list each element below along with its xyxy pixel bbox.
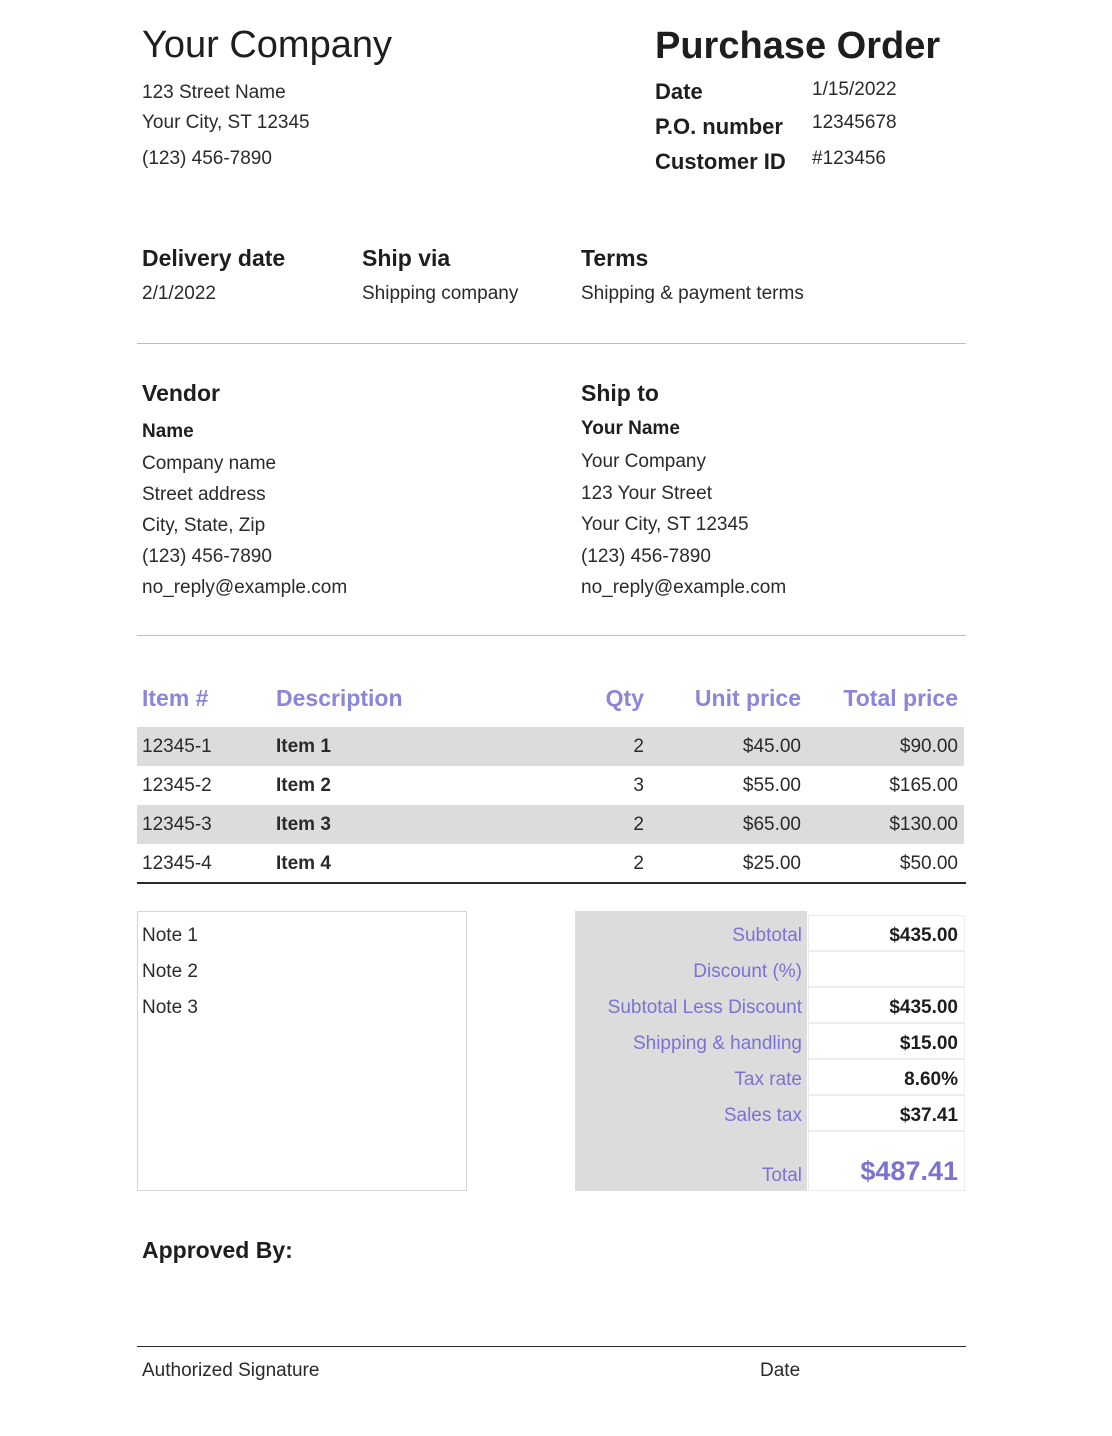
cell-item: 12345-4 [142, 853, 212, 874]
subtotal-label: Subtotal [732, 925, 802, 946]
note-item: Note 1 [142, 925, 198, 946]
table-row [137, 805, 964, 844]
company-phone: (123) 456-7890 [142, 148, 272, 169]
sales-tax-value: $37.41 [899, 1105, 958, 1126]
subtotal-value: $435.00 [889, 925, 958, 946]
terms-label: Terms [581, 245, 649, 271]
shipping-handling-label: Shipping & handling [632, 1033, 802, 1054]
cell-unit-price: $65.00 [742, 814, 801, 835]
customer-id-label: Customer ID [655, 149, 786, 174]
table-bottom-rule [137, 882, 966, 884]
cell-description: Item 2 [276, 775, 331, 796]
ship-to-city: Your City, ST 12345 [581, 514, 749, 535]
cell-qty: 2 [633, 814, 644, 835]
ship-to-company: Your Company [581, 451, 706, 472]
divider [137, 635, 966, 636]
cell-total-price: $165.00 [889, 775, 958, 796]
col-header-description: Description [276, 685, 403, 711]
cell-description: Item 1 [276, 736, 331, 757]
subtotal-less-discount-value: $435.00 [889, 997, 958, 1018]
cell-item: 12345-1 [142, 736, 212, 757]
cell-total-price: $130.00 [889, 814, 958, 835]
company-street: 123 Street Name [142, 82, 286, 103]
delivery-date-value: 2/1/2022 [142, 283, 216, 304]
customer-id-value: #123456 [812, 148, 886, 169]
vendor-street: Street address [142, 484, 266, 505]
vendor-company: Company name [142, 453, 277, 474]
cell-qty: 3 [633, 775, 644, 796]
cell-unit-price: $25.00 [742, 853, 801, 874]
col-header-unit-price: Unit price [694, 685, 801, 711]
company-name: Your Company [142, 24, 392, 66]
divider [137, 343, 966, 344]
discount-cell[interactable] [808, 951, 965, 987]
ship-via-label: Ship via [362, 245, 451, 271]
shipping-handling-value: $15.00 [899, 1033, 958, 1054]
po-date-value: 1/15/2022 [812, 79, 897, 100]
signature-line[interactable] [137, 1346, 966, 1347]
ship-to-phone: (123) 456-7890 [581, 546, 711, 567]
cell-qty: 2 [633, 736, 644, 757]
col-header-qty: Qty [605, 685, 644, 711]
tax-rate-value: 8.60% [904, 1069, 958, 1090]
total-label: Total [761, 1165, 802, 1186]
ship-to-heading: Ship to [581, 380, 659, 406]
cell-item: 12345-2 [142, 775, 212, 796]
cell-qty: 2 [633, 853, 644, 874]
ship-to-street: 123 Your Street [581, 483, 712, 504]
cell-unit-price: $55.00 [742, 775, 801, 796]
cell-description: Item 3 [276, 814, 331, 835]
signature-date-label: Date [760, 1360, 801, 1381]
terms-value: Shipping & payment terms [581, 283, 804, 304]
company-city: Your City, ST 12345 [142, 112, 310, 133]
discount-label: Discount (%) [693, 961, 802, 982]
table-row [137, 844, 964, 883]
vendor-city: City, State, Zip [142, 515, 266, 536]
cell-item: 12345-3 [142, 814, 212, 835]
po-number-label: P.O. number [655, 114, 783, 139]
cell-total-price: $50.00 [899, 853, 958, 874]
vendor-email: no_reply@example.com [142, 577, 348, 598]
sales-tax-label: Sales tax [723, 1105, 802, 1126]
cell-total-price: $90.00 [899, 736, 958, 757]
note-item: Note 3 [142, 997, 198, 1018]
col-header-item: Item # [142, 685, 209, 711]
vendor-phone: (123) 456-7890 [142, 546, 272, 567]
cell-description: Item 4 [276, 853, 331, 874]
po-number-value: 12345678 [812, 112, 897, 133]
ship-via-value: Shipping company [362, 283, 519, 304]
vendor-heading: Vendor [142, 380, 220, 406]
approved-by-heading: Approved By: [142, 1237, 293, 1263]
delivery-date-label: Delivery date [142, 245, 286, 271]
col-header-total-price: Total price [843, 685, 958, 711]
total-value: $487.41 [860, 1156, 958, 1186]
tax-rate-label: Tax rate [734, 1069, 802, 1090]
table-row [137, 766, 964, 805]
document-title: Purchase Order [655, 25, 941, 67]
note-item: Note 2 [142, 961, 198, 982]
vendor-name: Name [142, 421, 194, 442]
subtotal-less-discount-label: Subtotal Less Discount [607, 997, 802, 1018]
po-date-label: Date [655, 79, 703, 104]
authorized-signature-label: Authorized Signature [142, 1360, 320, 1381]
ship-to-name: Your Name [581, 418, 680, 439]
ship-to-email: no_reply@example.com [581, 577, 787, 598]
table-row [137, 727, 964, 766]
cell-unit-price: $45.00 [742, 736, 801, 757]
notes-box[interactable] [137, 911, 467, 1191]
